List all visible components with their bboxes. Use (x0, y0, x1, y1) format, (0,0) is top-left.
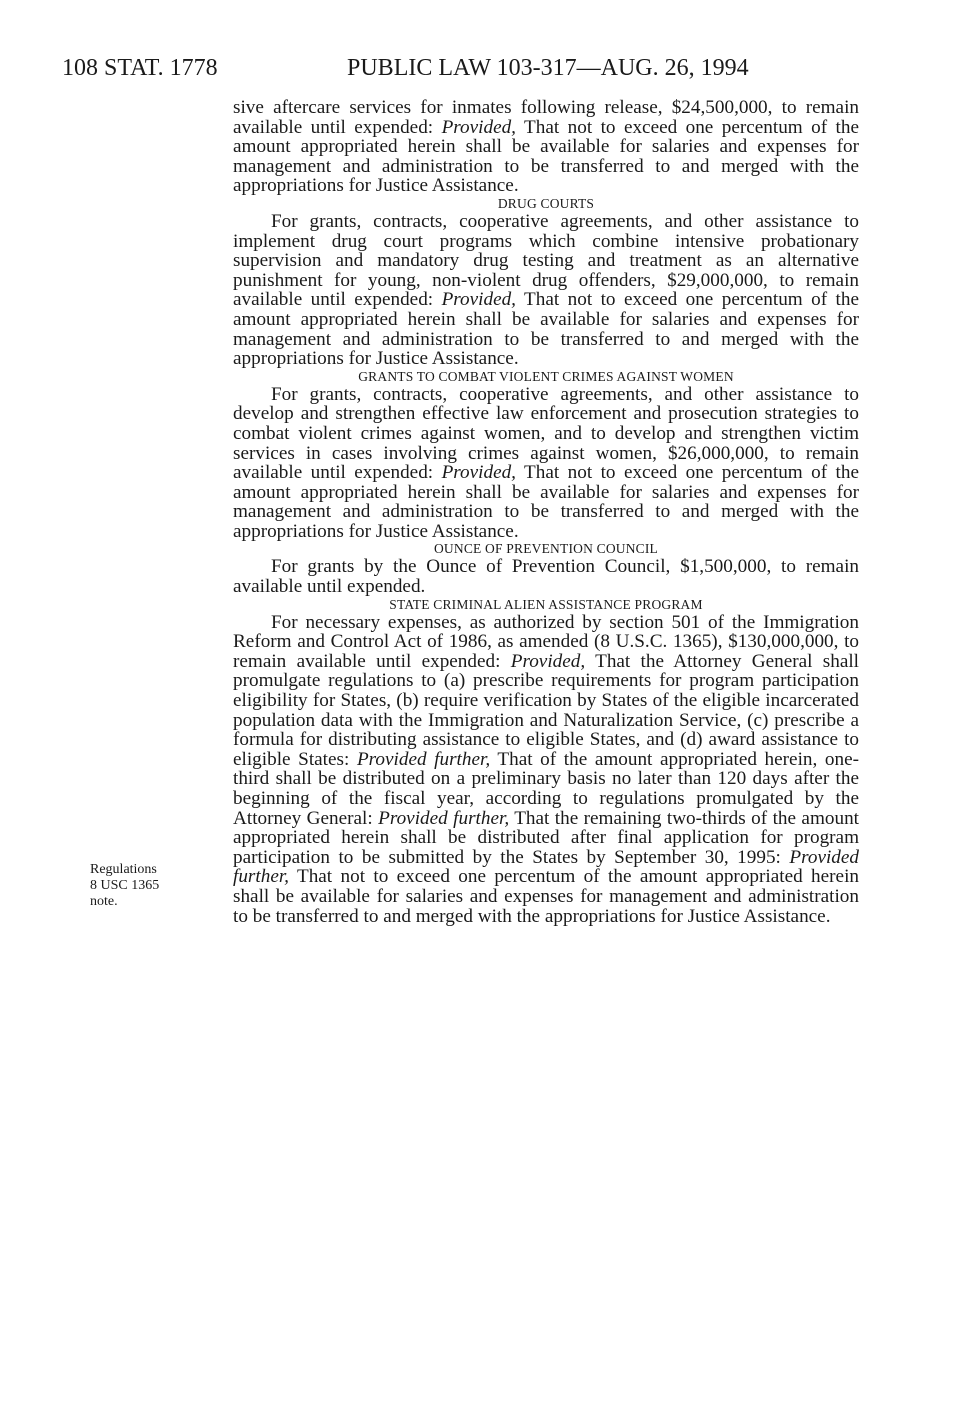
proviso: Provided, (441, 289, 516, 311)
paragraph-criminal-alien (233, 613, 859, 927)
section-heading-violent-crimes: GRANTS TO COMBAT VIOLENT CRIMES AGAINST WOMEN (358, 368, 734, 384)
text-segment: That not to exceed one percentum of the amount appropriated herein shall be available for salaries and expenses for management and administration to be transferred to and merged with the appropriations for Justice Assistance. (233, 289, 859, 370)
text-segment: sive aftercare services for inmates following release, $24,500,000, to remain available until expended: (233, 97, 859, 138)
paragraph-drug-courts (233, 212, 859, 369)
proviso: Provided, (441, 462, 516, 484)
margin-note-line: 8 USC 1365 (90, 878, 160, 893)
margin-note-line: note. (90, 894, 118, 909)
section-heading-criminal-alien: STATE CRIMINAL ALIEN ASSISTANCE PROGRAM (389, 596, 703, 612)
proviso: Provided further, (356, 748, 491, 770)
page-header (62, 48, 762, 88)
paragraph-violent-crimes (233, 385, 859, 542)
main-text-column (233, 98, 859, 926)
text-segment: For grants, contracts, cooperative agreements, and other assistance to develop and strengthen effective law enforcement and prosecution strategies to combat violent crimes against women, and to develop and strengthen victim services in cases involving crimes against women, $26,000,000, to remain available until expended: (233, 383, 859, 484)
paragraph-ounce-of-prevention (233, 557, 859, 596)
proviso: Provided further, (378, 807, 510, 829)
proviso: Provided, (441, 116, 516, 138)
text-segment: That not to exceed one percentum of the amount appropriated herein shall be available for salaries and expenses for management and administration to be transferred to and merged with the appropriations for Justice Assistance. (233, 116, 859, 197)
proviso: Provided further, (233, 846, 859, 888)
continued-paragraph (233, 98, 859, 196)
text-segment: For grants by the Ounce of Prevention Council, $1,500,000, to remain available until expended. (233, 556, 859, 598)
text-segment: For necessary expenses, as authorized by section 501 of the Immigration Reform and Control Act of 1986, as amended (8 U.S.C. 1365), $130,000,000, to remain available until expended: (233, 611, 859, 672)
margin-note-line: Regulations (90, 862, 157, 877)
text-segment: For grants, contracts, cooperative agreements, and other assistance to implement drug court programs which combine intensive probationary supervision and mandatory drug testing and treatment as an alternative punishment for young, non-violent drug offenders, $29,000,000, to remain available until expended: (233, 210, 859, 311)
text-segment: That not to exceed one percentum of the amount appropriated herein shall be available for salaries and expenses for management and administration to be transferred to and merged with the appropriations for Justice Assistance. (233, 462, 859, 542)
public-law-citation: PUBLIC LAW 103-317—AUG. 26, 1994 (347, 55, 749, 81)
text-segment: That not to exceed one percentum of the amount appropriated herein shall be available for salaries and expenses for management and administration to be transferred to and merged with the appropriations for Justice Assistance. (233, 866, 859, 927)
margin-note (90, 862, 210, 910)
section-heading-ounce-of-prevention: OUNCE OF PREVENTION COUNCIL (433, 541, 659, 557)
stat-page-number: 108 STAT. 1778 (62, 55, 218, 81)
text-segment: That the Attorney General shall promulgate regulations to (a) prescribe requirements for program participation eligibility for States, (b) require verification by States of the eligible incarcerated population data with the Immigration and Naturalization Service, (c) prescribe a formula for distributing assistance to eligible States, and (d) award assistance to eligible States: (233, 650, 859, 770)
text-segment: That the remaining two-thirds of the amount appropriated herein shall be distributed after final application for program participation to be submitted by the States by September 30, 1995: (233, 807, 859, 868)
proviso: Provided, (510, 650, 586, 672)
section-heading-drug-courts: DRUG COURTS (497, 195, 595, 211)
text-segment: That of the amount appropriated herein, one-third shall be distributed on a preliminary basis no later than 120 days after the beginning of the fiscal year, according to regulations promulgated by the Attorney General: (233, 748, 859, 829)
